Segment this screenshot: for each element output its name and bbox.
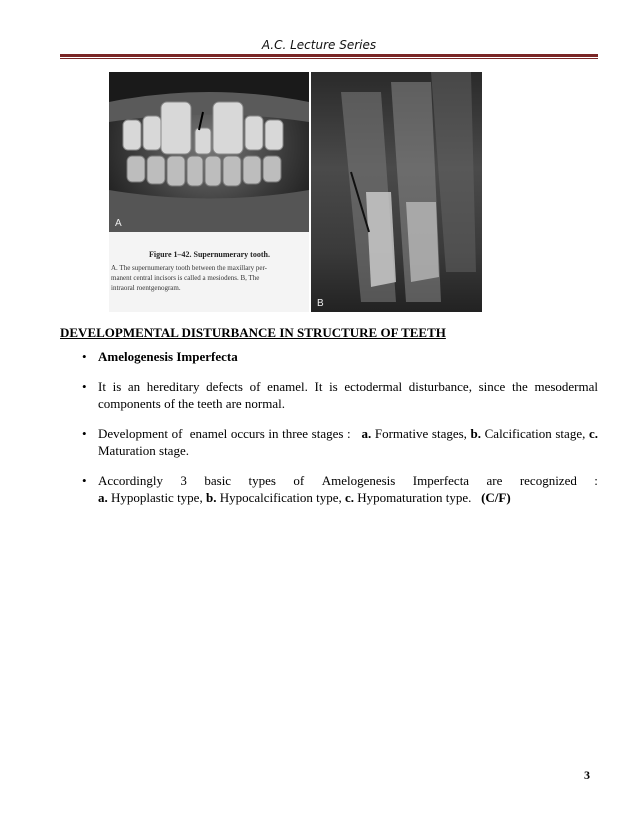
list-item [60,348,598,365]
word: types [248,473,276,488]
word: Accordingly [98,473,163,488]
word: : [594,473,598,488]
caption-line: intraoral roentgenogram. [111,284,181,292]
word: basic [204,473,232,488]
list-item [60,425,602,459]
word: of [293,473,305,488]
header-rule [60,54,598,57]
bullet-icon: • [82,426,87,441]
xray-illustration [311,72,482,312]
label-a: a. [98,490,108,505]
figure-label-a: A [115,218,122,229]
bullet-text: Development of enamel occurs in three stages : [98,426,362,441]
bullet-text: Hypoplastic type, [107,490,206,505]
bullet-icon: • [82,349,87,364]
bullet-text: Calcification stage, [481,426,589,441]
label-b: b. [205,490,217,505]
bullet-second-line [98,489,598,506]
label-b: b. [470,426,482,441]
cf-tag: (C/F) [481,490,511,505]
caption-title: Figure 1–42. Supernumerary tooth. [149,250,270,259]
word: recognized [519,473,577,488]
bullet-text: Maturation stage. [98,426,602,458]
label-c: c. [344,490,354,505]
label-c: c. [588,426,598,441]
bullet-text: It is an hereditary defects of enamel. It is ectodermal disturbance, since the mesodermal components of the teeth are normal. [98,379,598,411]
figure-label-b: B [317,298,324,309]
word: 3 [180,473,187,488]
caption-line: A. The supernumerary tooth between the maxillary per- [111,264,268,272]
bullet-text: Hypocalcification type, [216,490,345,505]
page-number: 3 [584,768,590,782]
teeth-illustration [109,72,309,232]
bullet-icon: • [82,379,87,394]
caption-body [111,263,307,293]
bullet-text: Amelogenesis Imperfecta [98,349,238,364]
word: Amelogenesis [321,473,396,488]
radiograph [311,72,482,312]
caption-line: manent central incisors is called a mesiodens. B, The [111,274,260,282]
word: Imperfecta [412,473,470,488]
bullet-text: Hypomaturation type. [354,490,482,505]
list-item [60,378,598,412]
list-item [60,472,598,506]
word: are [486,473,503,488]
header-rule-thin [60,58,598,59]
bullet-list [60,348,602,519]
header-title: A.C. Lecture Series [261,38,377,52]
bullet-text: Formative stages, [371,426,471,441]
bullet-icon: • [82,473,87,488]
intraoral-photo [109,72,309,232]
label-a: a. [361,426,372,441]
bullet-first-line [98,472,598,489]
figure-supernumerary-tooth [109,72,482,312]
section-heading: DEVELOPMENTAL DISTURBANCE IN STRUCTURE OF TEETH [60,325,446,340]
